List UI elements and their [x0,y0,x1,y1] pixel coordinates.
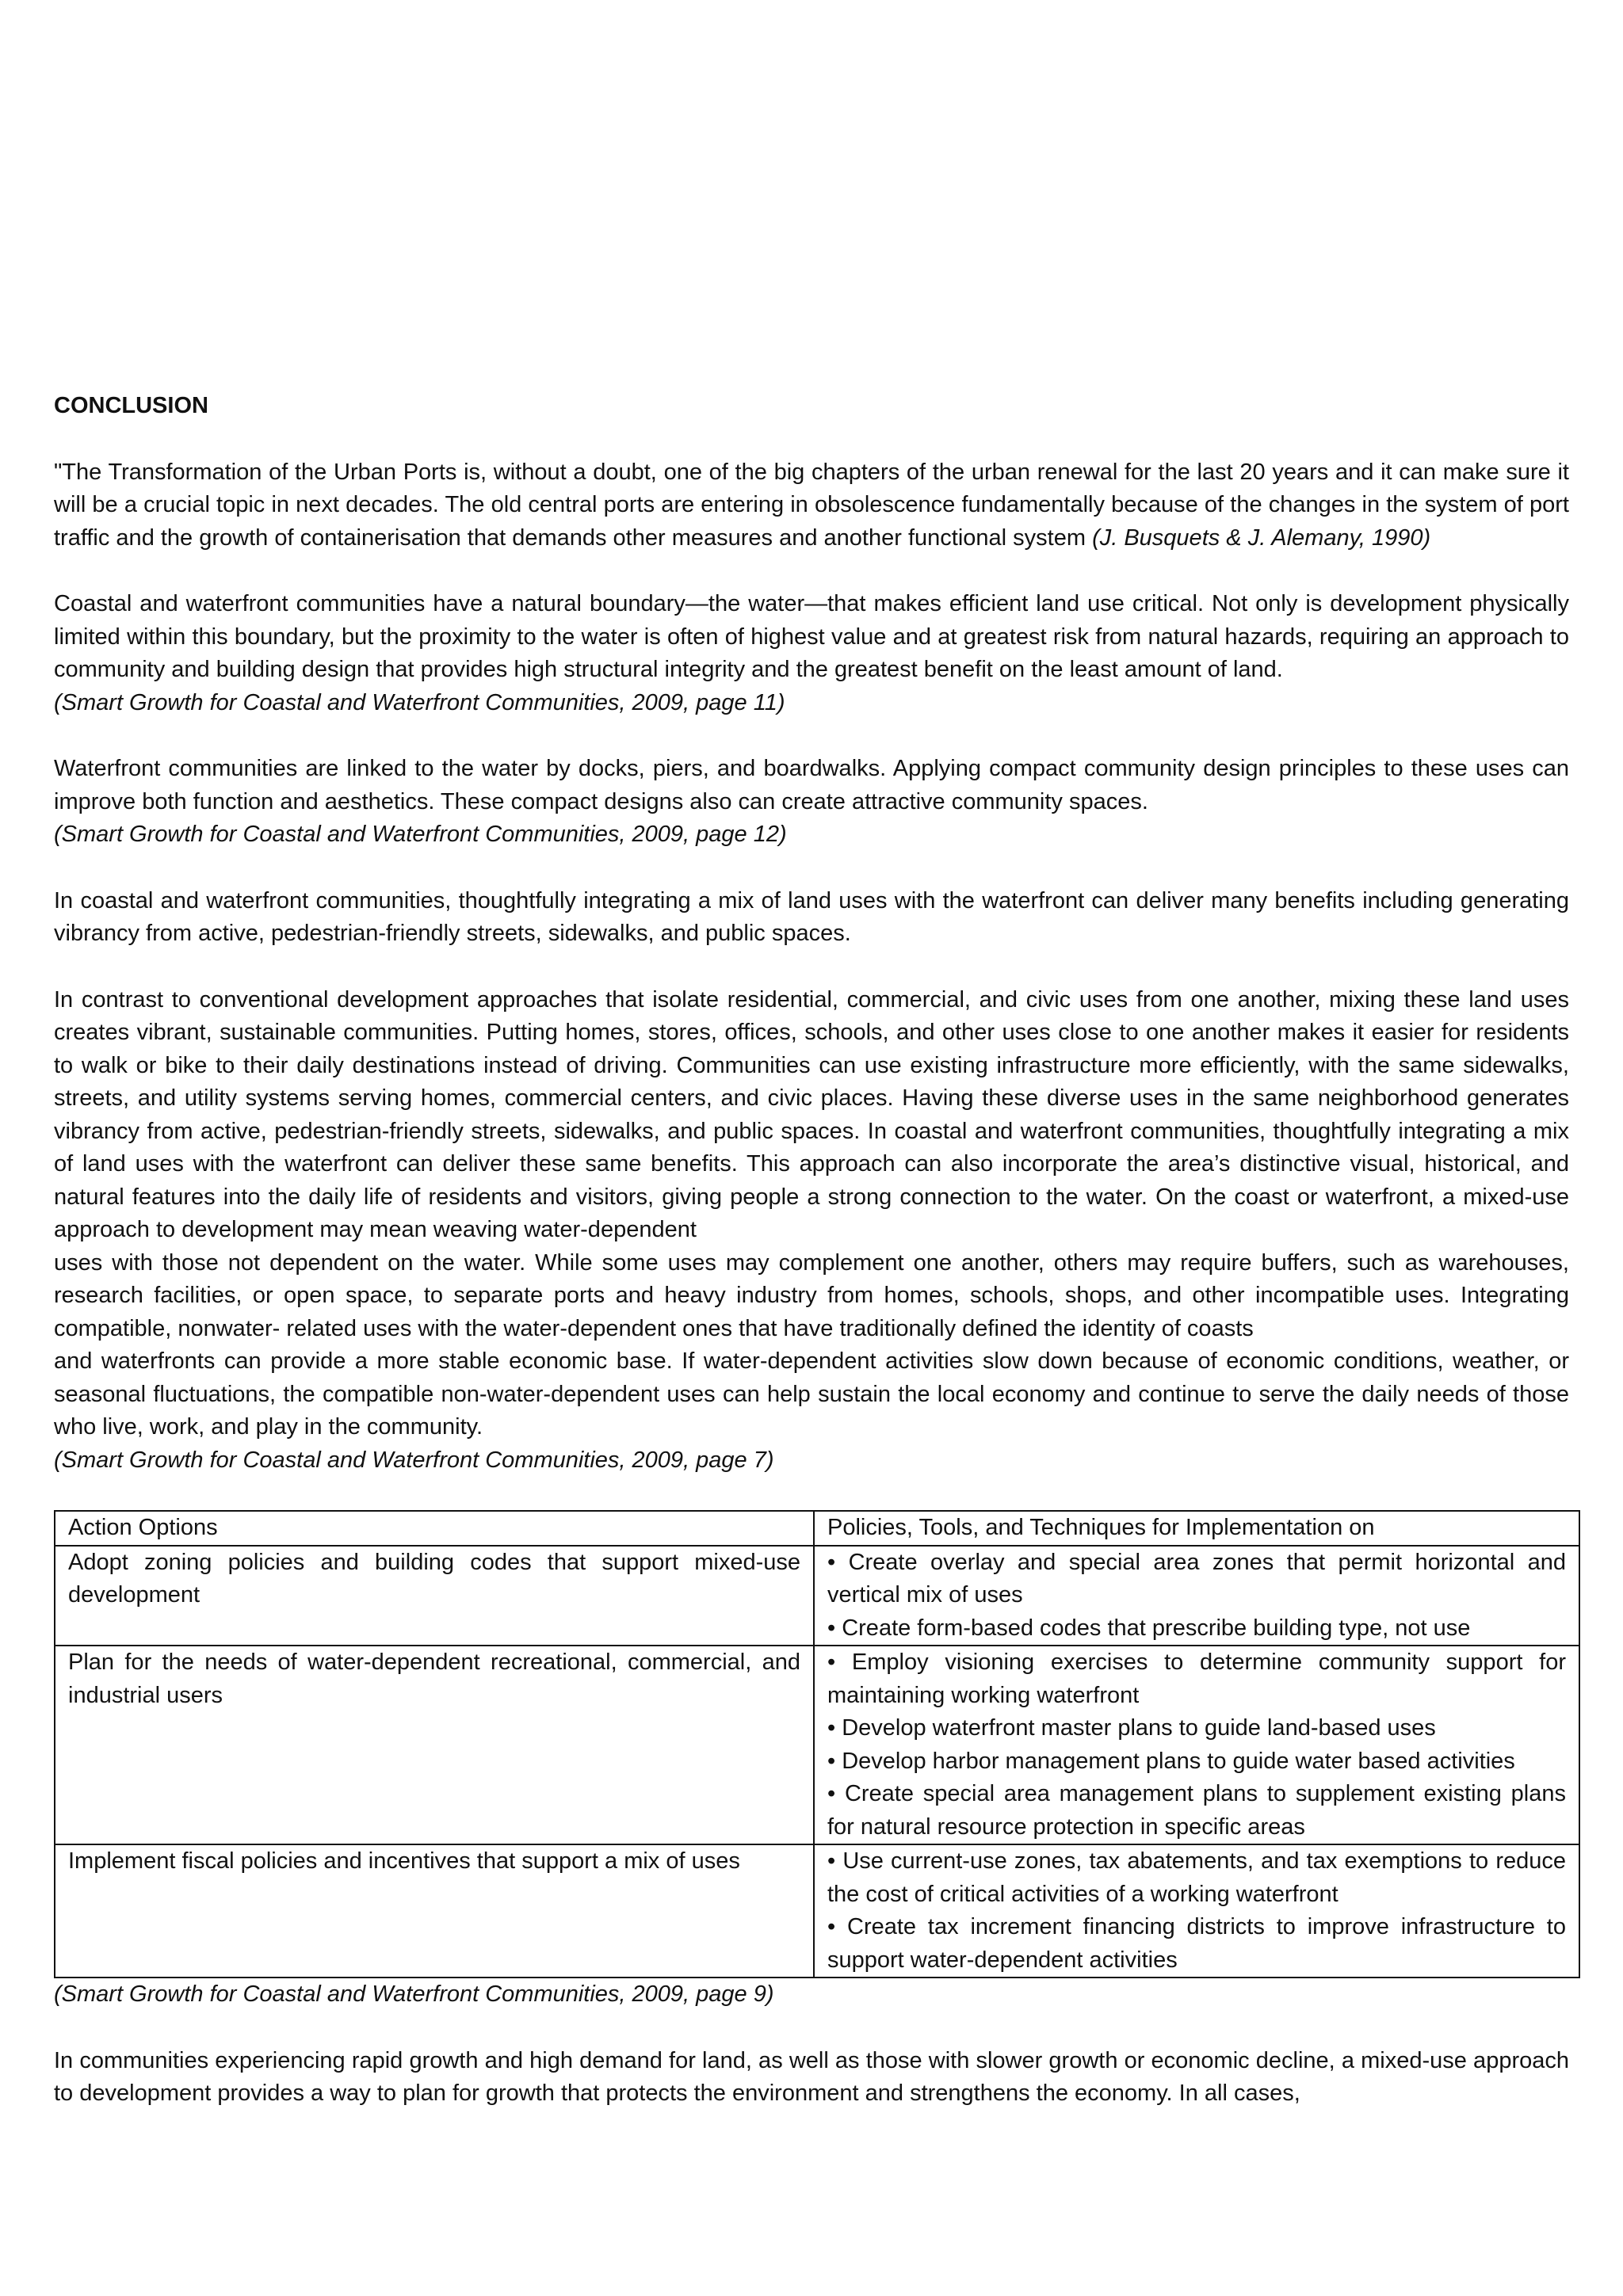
table-row [55,1646,1579,1844]
list-item: • Create form-based codes that prescribe building type, not use [827,1615,1471,1641]
table-header-cell: Policies, Tools, and Techniques for Implementation on [814,1511,1579,1546]
policies-cell [814,1844,1579,1978]
inline-citation: (J. Busquets & J. Alemany, 1990) [1092,524,1431,551]
policies-cell [814,1646,1579,1844]
table-header-row [55,1511,1579,1546]
table-header-cell: Action Options [55,1511,814,1546]
paragraph-port-transformation [54,456,1569,555]
action-cell: Implement fiscal policies and incentives that support a mix of uses [55,1844,814,1978]
list-item: • Create overlay and special area zones that permit horizontal and vertical mix of uses [827,1549,1566,1608]
list-item: • Develop waterfront master plans to guide land-based uses [827,1715,1436,1741]
table-citation: (Smart Growth for Coastal and Waterfront Communities, 2009, page 9) [54,1981,774,2007]
citation: (Smart Growth for Coastal and Waterfront Communities, 2009, page 11) [54,689,785,715]
list-item: • Develop harbor management plans to guide water based activities [827,1748,1515,1774]
policies-cell [814,1546,1579,1646]
paragraph-text-part-b: uses with those not dependent on the water. While some uses may complement one another, others may require buffers, such as warehouses, research facilities, or open space, to separate ports and heavy industry from homes, schools, shops, and other incompatible uses. Integrating compatible, nonwater- related uses with the water-dependent ones that have traditionally defined the identity of coasts [54,1249,1569,1341]
citation: (Smart Growth for Coastal and Waterfront Communities, 2009, page 7) [54,1447,774,1473]
paragraph-text: In coastal and waterfront communities, thoughtfully integrating a mix of land uses with the waterfront can deliver many benefits including generating vibrancy from active, pedestrian-friendly streets, sidewalks, and public spaces. [54,887,1569,946]
paragraph-body [54,456,1569,555]
table-row [55,1844,1579,1978]
list-item: • Use current-use zones, tax abatements, and tax exemptions to reduce the cost of critical activities of a working waterfront [827,1848,1566,1907]
list-item: • Create tax increment financing districts to improve infrastructure to support water-dependent activities [827,1914,1566,1973]
list-item: • Create special area management plans to supplement existing plans for natural resource protection in specific areas [827,1781,1566,1840]
paragraph-natural-boundary [54,588,1569,719]
paragraph-text: Waterfront communities are linked to the water by docks, piers, and boardwalks. Applying compact community design principles to these uses can improve both function and aesthetics. These compact designs also can create attractive community spaces. [54,756,1569,814]
paragraph-mixed-use-approach [54,984,1569,1478]
section-heading: CONCLUSION [54,393,208,418]
paragraph-mixed-land-uses [54,885,1569,951]
paragraph-rapid-growth [54,2045,1569,2111]
action-options-table [54,1510,1580,1978]
list-item: • Employ visioning exercises to determine community support for maintaining working waterfront [827,1650,1566,1708]
paragraph-text: Coastal and waterfront communities have a natural boundary—the water—that makes efficient land use critical. Not only is development physically limited within this boundary, but the proximity to the water is often of highest value and at greatest risk from natural hazards, requiring an approach to community and building design that provides high structural integrity and the greatest benefit on the least amount of land. [54,591,1569,682]
paragraph-text: In communities experiencing rapid growth and high demand for land, as well as those with slower growth or economic decline, a mixed-use approach to development provides a way to plan for growth that protects the environment and strengthens the economy. In all cases, [54,2047,1569,2106]
paragraph-text-part-a: In contrast to conventional development approaches that isolate residential, commercial, and civic uses from one another, mixing these land uses creates vibrant, sustainable communities. Putting homes, stores, offices, schools, and other uses close to one another makes it easier for residents to walk or bike to their daily destinations instead of driving. Communities can use existing infrastructure more efficiently, with the same sidewalks, streets, and utility systems serving homes, commercial centers, and civic places. Having these diverse uses in the same neighborhood generates vibrancy from active, pedestrian-friendly streets, sidewalks, and public spaces. In coastal and waterfront communities, thoughtfully integrating a mix of land uses with the waterfront can deliver these same benefits. This approach can also incorporate the area’s distinctive visual, historical, and natural features into the daily life of residents and visitors, giving people a strong connection to the water. On the coast or waterfront, a mixed-use approach to development may mean weaving water-dependent [54,986,1569,1242]
citation: (Smart Growth for Coastal and Waterfront Communities, 2009, page 12) [54,822,787,847]
paragraph-docks-piers [54,753,1569,852]
action-cell: Plan for the needs of water-dependent recreational, commercial, and industrial users [55,1646,814,1844]
action-cell: Adopt zoning policies and building codes that support mixed-use development [55,1546,814,1646]
paragraph-text: "The Transformation of the Urban Ports is, without a doubt, one of the big chapters of the urban renewal for the last 20 years and it can make sure it will be a crucial topic in next decades. The old central ports are entering in obsolescence fundamentally because of the changes in the system of port traffic and the growth of containerisation that demands other measures and another functional system [54,459,1569,551]
document-page [54,390,1569,2111]
paragraph-text-part-c: and waterfronts can provide a more stable economic base. If water-dependent activities slow down because of economic conditions, weather, or seasonal fluctuations, the compatible non-water-dependent uses can help sustain the local economy and continue to serve the daily needs of those who live, work, and play in the community. [54,1348,1569,1440]
table-row [55,1546,1579,1646]
